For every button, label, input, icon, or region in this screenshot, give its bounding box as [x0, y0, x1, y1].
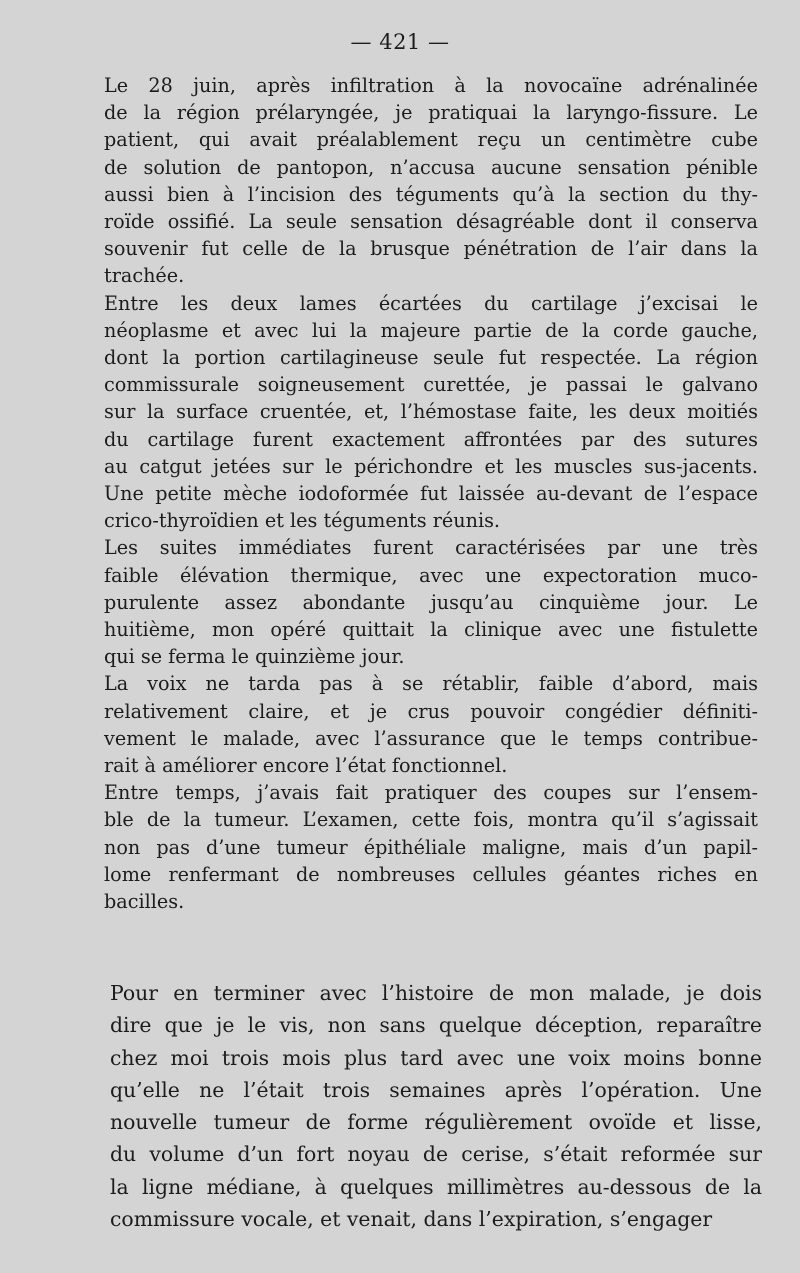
- text-line: chez moi trois mois plus tard avec une voix moins bonne: [110, 1045, 762, 1070]
- text-line: vement le malade, avec l’assurance que le temps contribue-: [104, 726, 758, 750]
- text-line: néoplasme et avec lui la majeure partie de la corde gauche,: [104, 318, 758, 342]
- text-line: Pour en terminer avec l’histoire de mon malade, je dois: [110, 981, 762, 1005]
- text-line: roïde ossifié. La seule sensation désagréable dont il conserva: [104, 210, 758, 234]
- text-line: lome renfermant de nombreuses cellules géantes riches en: [104, 862, 758, 886]
- text-line: faible élévation thermique, avec une expectoration muco-: [104, 563, 758, 587]
- text-line: de la région prélaryngée, je pratiquai la laryngo-fissure. Le: [104, 101, 758, 125]
- text-line: patient, qui avait préalablement reçu un centimètre cube: [104, 128, 758, 152]
- text-line: purulente assez abondante jusqu’au cinquième jour. Le: [104, 590, 758, 614]
- text-line: qu’elle ne l’était trois semaines après l’opération. Une: [110, 1077, 762, 1102]
- text-line: du cartilage furent exactement affrontées par des sutures: [104, 427, 758, 451]
- paragraph: [78, 534, 758, 670]
- text-line: sur la surface cruentée, et, l’hémostase faite, les deux moitiés: [104, 400, 758, 424]
- text-line: rait à améliorer encore l’état fonctionnel.: [104, 754, 508, 778]
- text-line: nouvelle tumeur de forme régulièrement ovoïde et lisse,: [110, 1110, 762, 1135]
- text-line: Une petite mèche iodoformée fut laissée au-devant de l’espace: [104, 482, 758, 506]
- paragraph: [86, 977, 762, 1235]
- text-line: trachée.: [104, 264, 185, 288]
- text-line: commissurale soigneusement curettée, je passai le galvano: [104, 373, 758, 397]
- text-line: la ligne médiane, à quelques millimètres au-dessous de la: [110, 1174, 762, 1199]
- text-line: dire que je le vis, non sans quelque déception, reparaître: [110, 1013, 762, 1038]
- text-line: qui se ferma le quinzième jour.: [104, 645, 405, 669]
- text-line: Les suites immédiates furent caractérisées par une très: [104, 536, 758, 560]
- paragraph: [78, 72, 758, 290]
- text-line: au catgut jetées sur le périchondre et les muscles sus-jacents.: [104, 454, 758, 478]
- text-line: non pas d’une tumeur épithéliale maligne, mais d’un papil-: [104, 835, 758, 859]
- continuation-text: [86, 977, 762, 1235]
- paragraph: [78, 290, 758, 535]
- text-line: bacilles.: [104, 890, 185, 914]
- text-line: de solution de pantopon, n’accusa aucune sensation pénible: [104, 155, 758, 179]
- page-number: — 421 —: [350, 30, 450, 54]
- text-line: huitième, mon opéré quittait la clinique avec une fistulette: [104, 618, 758, 642]
- text-line: Entre les deux lames écartées du cartilage j’excisai le: [104, 291, 758, 315]
- paragraph: [78, 670, 758, 779]
- paragraph: [78, 779, 758, 915]
- text-line: relativement claire, et je crus pouvoir congédier définiti-: [104, 699, 758, 723]
- text-line: Le 28 juin, après infiltration à la novocaïne adrénalinée: [104, 74, 758, 97]
- text-line: du volume d’un fort noyau de cerise, s’était reformée sur: [110, 1142, 762, 1167]
- text-line: aussi bien à l’incision des téguments qu’à la section du thy-: [104, 182, 758, 206]
- text-line: La voix ne tarda pas à se rétablir, faible d’abord, mais: [104, 672, 758, 696]
- text-line: Entre temps, j’avais fait pratiquer des coupes sur l’ensem-: [104, 781, 758, 805]
- text-line: commissure vocale, et venait, dans l’expiration, s’engager: [110, 1207, 713, 1232]
- text-line: crico-thyroïdien et les téguments réunis.: [104, 509, 501, 533]
- text-line: dont la portion cartilagineuse seule fut respectée. La région: [104, 346, 758, 370]
- case-report-text: [78, 72, 758, 915]
- text-line: ble de la tumeur. L’examen, cette fois, montra qu’il s’agissait: [104, 808, 758, 832]
- text-line: souvenir fut celle de la brusque pénétration de l’air dans la: [104, 237, 758, 261]
